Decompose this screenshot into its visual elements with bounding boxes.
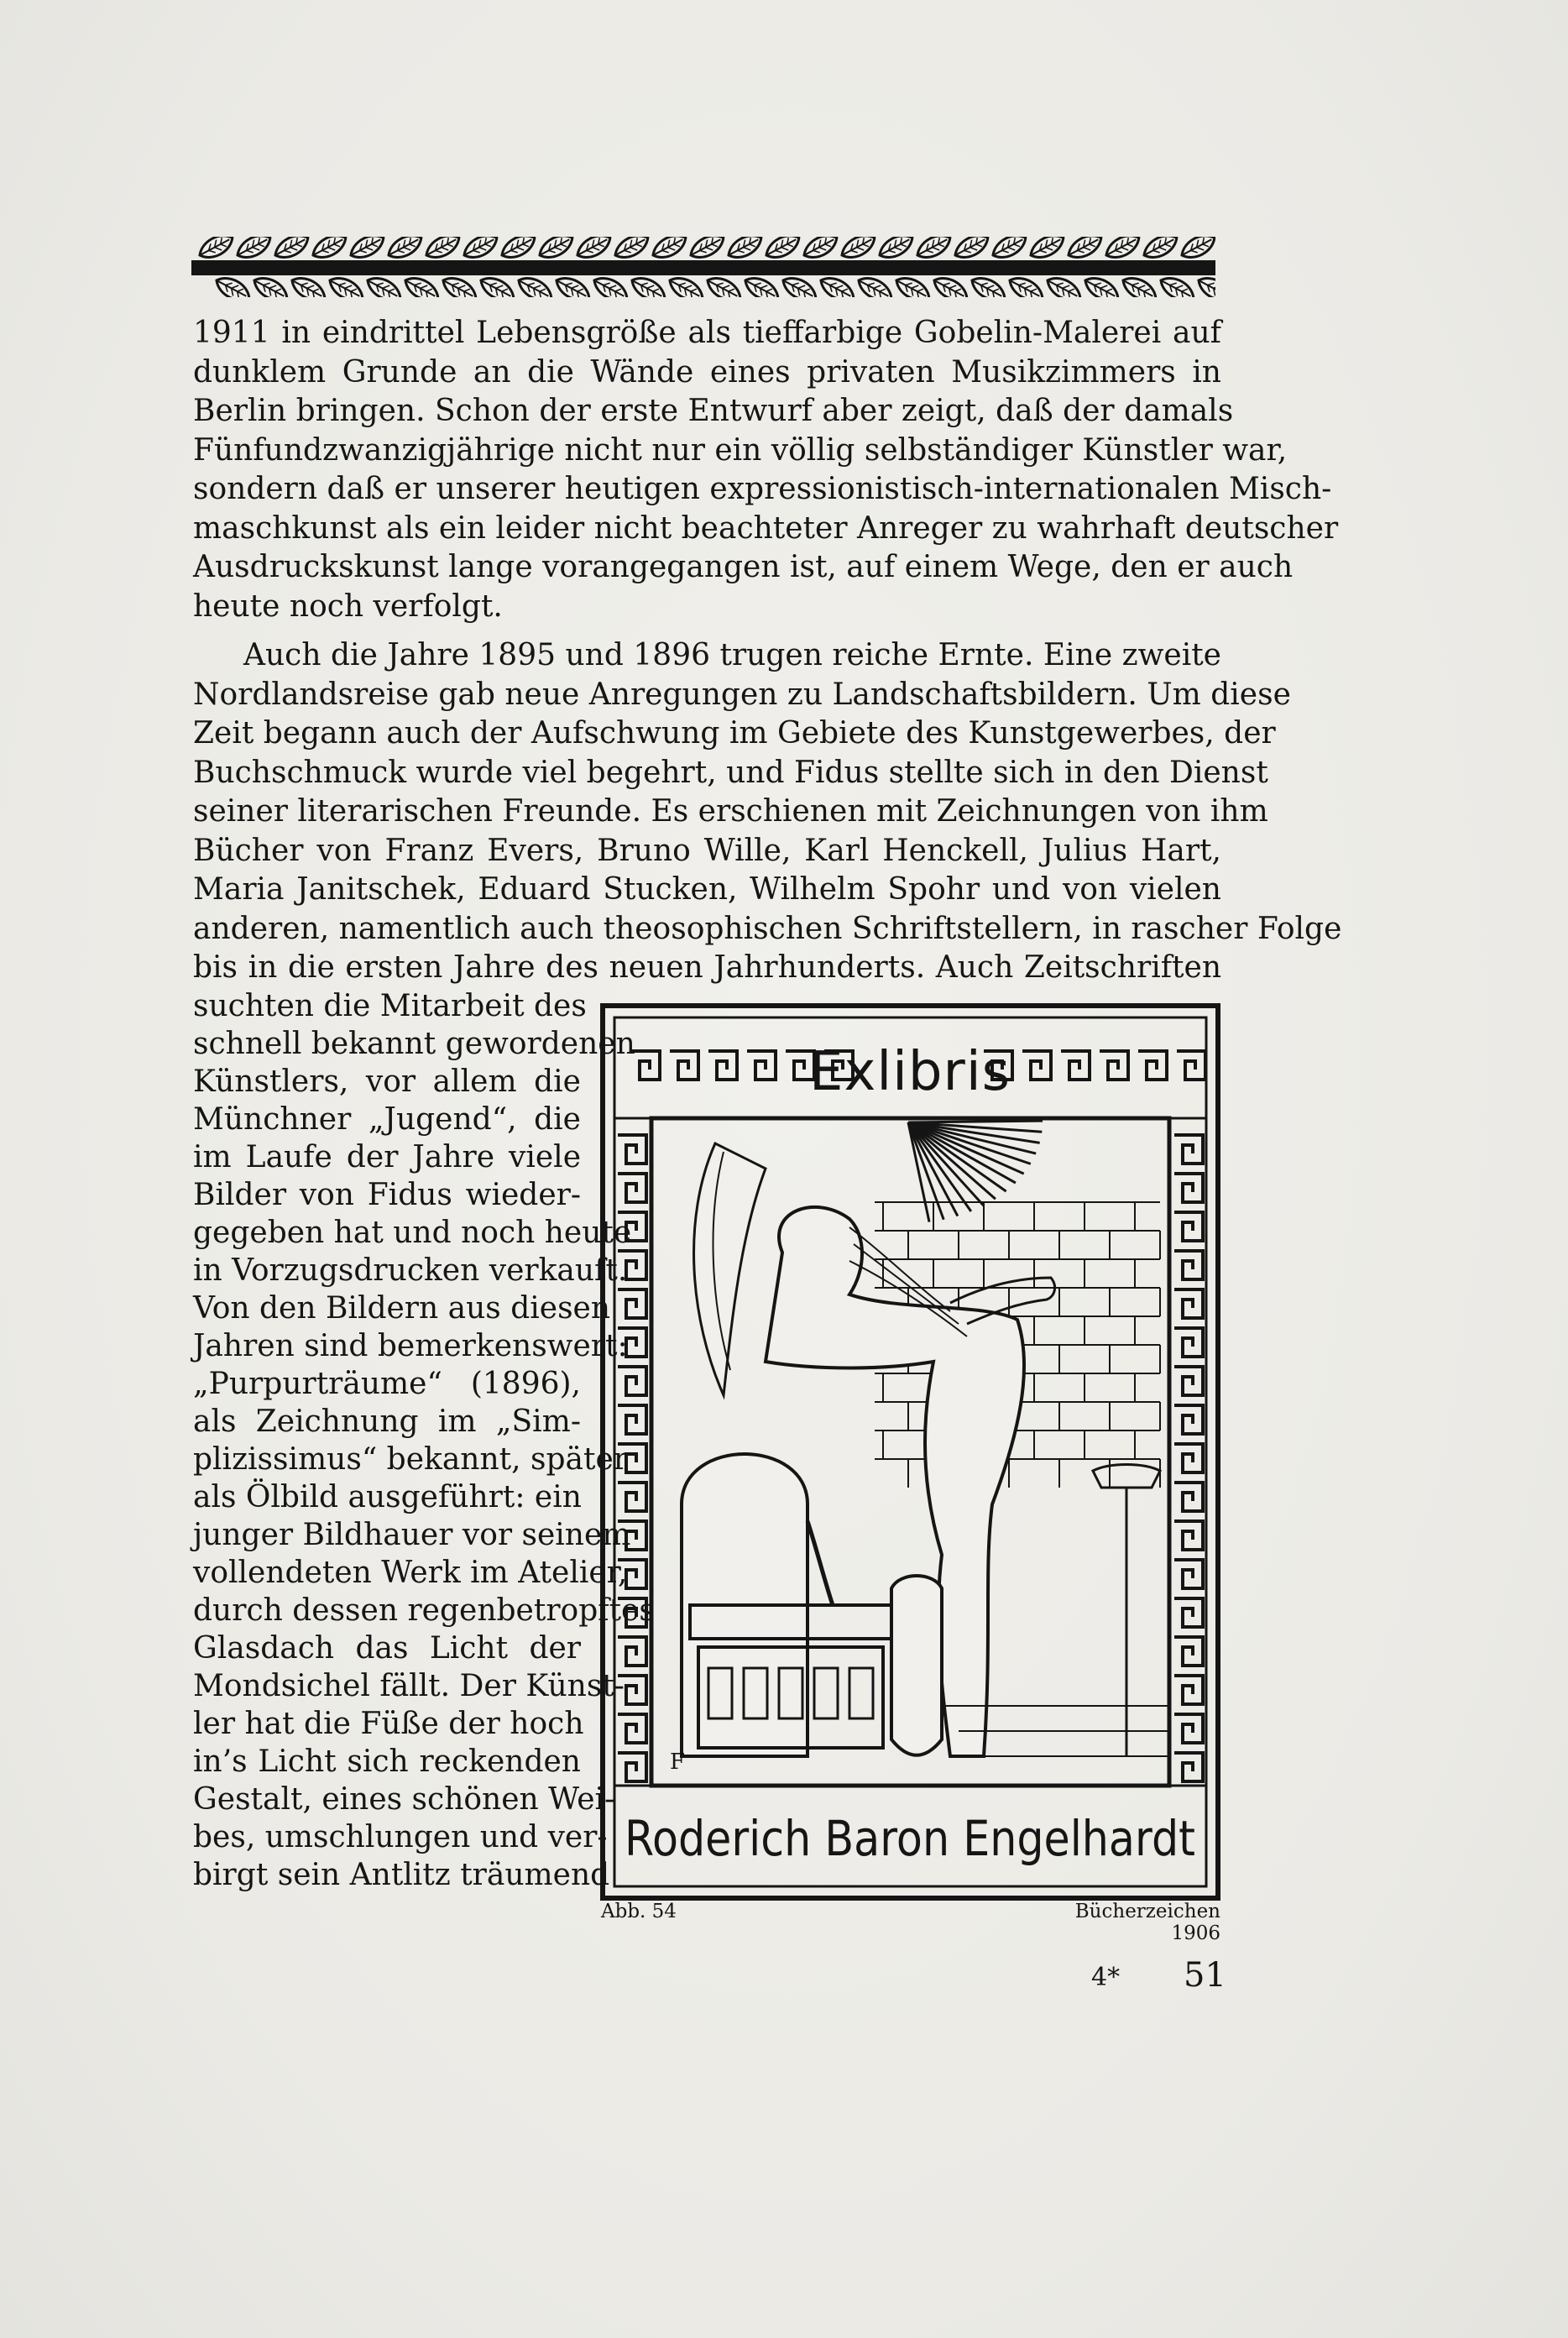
text-line: Berlin bringen. Schon der erste Entwurf aber zeigt, daß der damals <box>193 394 1234 428</box>
artist-monogram: F <box>670 1750 686 1775</box>
text-line: Gestalt, eines schönen Wei- <box>193 1782 615 1817</box>
paragraph-1 <box>193 314 1339 626</box>
bookplate-title: Exlibris <box>809 1041 1011 1103</box>
text-line: in’s Licht sich reckenden <box>193 1744 581 1779</box>
laurel-ornament <box>191 237 1215 297</box>
text-line: plizissimus“ bekannt, später <box>193 1442 628 1477</box>
text-line: Mondsichel fällt. Der Künst- <box>193 1669 625 1703</box>
text-line: durch dessen regenbetropftes <box>193 1593 655 1628</box>
page-number: 51 <box>1184 1956 1226 1995</box>
text-line: in Vorzugsdrucken verkauft. <box>193 1253 628 1288</box>
text-line: heute noch verfolgt. <box>193 588 503 624</box>
text-line: Glasdach das Licht der <box>193 1631 581 1666</box>
text-line: Maria Janitschek, Eduard Stucken, Wilhelm Spohr und von vielen <box>193 872 1221 907</box>
text-line: suchten die Mitarbeit des <box>193 989 587 1023</box>
text-line: sondern daß er unserer heutigen expressionistisch-internationalen Misch- <box>193 472 1332 506</box>
text-line: Jahren sind bemerkenswert: <box>193 1329 628 1363</box>
text-line: Ausdruckskunst lange vorangegangen ist, auf einem Wege, den er auch <box>193 550 1294 584</box>
text-line: Zeit begann auch der Aufschwung im Gebiete des Kunstgewerbes, der <box>193 716 1276 751</box>
text-line: Münchner „Jugend“, die <box>193 1102 581 1137</box>
figure-caption-number: Abb. 54 <box>601 1901 677 1922</box>
text-line: im Laufe der Jahre viele <box>193 1140 581 1174</box>
text-line: 1911 in eindrittel Lebensgröße als tieffarbige Gobelin-Malerei auf <box>193 316 1221 350</box>
text-line: seiner literarischen Freunde. Es erschienen mit Zeichnungen von ihm <box>193 794 1268 829</box>
text-line: Fünfundzwanzigjährige nicht nur ein völlig selbständiger Künstler war, <box>193 432 1288 468</box>
text-line: junger Bildhauer vor seinem <box>193 1518 631 1552</box>
text-line: birgt sein Antlitz träumend <box>193 1858 610 1892</box>
text-line: ler hat die Füße der hoch <box>193 1707 584 1741</box>
figure-caption-title: Bücherzeichen 1906 <box>1074 1901 1220 1944</box>
text-line: Künstlers, vor allem die <box>193 1064 581 1099</box>
left-column-text <box>193 987 655 1894</box>
text-line: schnell bekannt gewordenen <box>193 1027 635 1061</box>
text-line: vollendeten Werk im Atelier, <box>193 1556 628 1590</box>
text-line: bes, umschlungen und ver- <box>193 1820 608 1854</box>
paragraph-2 <box>193 636 1342 988</box>
exlibris-bookplate <box>598 1001 1223 1903</box>
text-line: Bilder von Fidus wieder- <box>193 1178 581 1212</box>
text-line: anderen, namentlich auch theosophischen Schriftstellern, in rascher Folge <box>193 911 1342 946</box>
text-line: Buchschmuck wurde viel begehrt, und Fidus stellte sich in den Dienst <box>193 755 1268 790</box>
text-line: Bücher von Franz Evers, Bruno Wille, Karl Henckell, Julius Hart, <box>193 833 1221 868</box>
bookplate-owner: Roderich Baron Engelhardt <box>625 1810 1195 1867</box>
signature-mark: 4* <box>1091 1963 1121 1992</box>
text-line: als Zeichnung im „Sim- <box>193 1404 581 1439</box>
text-line: gegeben hat und noch heute <box>193 1216 632 1250</box>
text-line: maschkunst als ein leider nicht beachteter Anreger zu wahrhaft deutscher <box>193 510 1339 546</box>
text-line: dunklem Grunde an die Wände eines privaten Musikzimmers in <box>193 354 1221 390</box>
text-line: als Ölbild ausgeführt: ein <box>193 1480 582 1514</box>
text-line: Auch die Jahre 1895 und 1896 trugen reiche Ernte. Eine zweite <box>243 638 1221 672</box>
bookplate-drawing <box>682 1121 1168 1756</box>
text-line: Von den Bildern aus diesen <box>193 1291 611 1326</box>
text-line: „Purpurträume“ (1896), <box>193 1367 581 1401</box>
text-line: Nordlandsreise gab neue Anregungen zu Landschaftsbildern. Um diese <box>193 677 1291 712</box>
text-line: bis in die ersten Jahre des neuen Jahrhunderts. Auch Zeitschriften <box>193 950 1221 985</box>
